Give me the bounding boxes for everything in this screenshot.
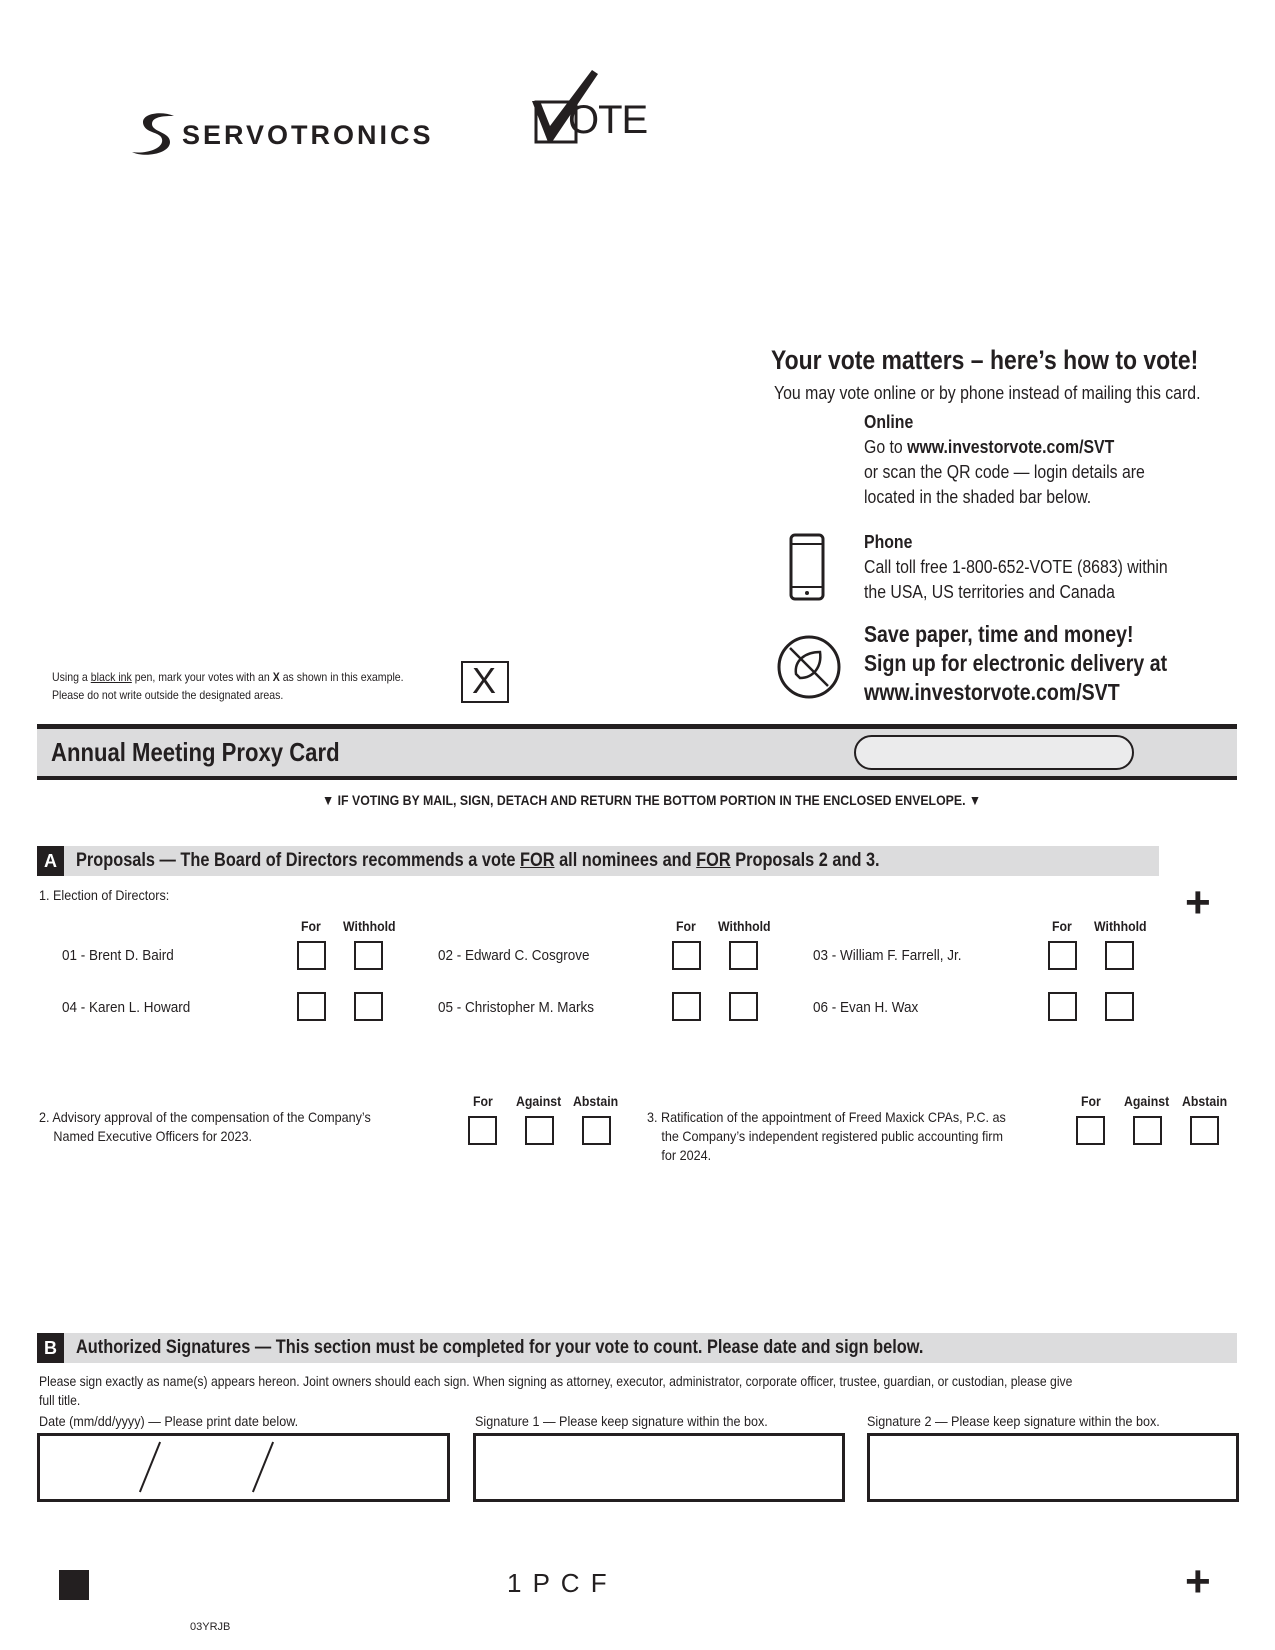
nominee-04: 04 - Karen L. Howard bbox=[62, 999, 191, 1016]
registration-plus-bottom: + bbox=[1185, 1557, 1211, 1606]
phone-number-text: Call toll free 1-800-652-VOTE (8683) within bbox=[864, 557, 1168, 577]
signature-instructions-line1: Please sign exactly as name(s) appears hereon. Joint owners should each sign. When signing as attorney, executor, administrator, corporate officer, trustee, guardian, or custodian, please give bbox=[39, 1373, 1073, 1389]
signup-text: Sign up for electronic delivery at bbox=[864, 650, 1168, 676]
online-instructions bbox=[864, 410, 1145, 510]
online-login-text: located in the shaded bar below. bbox=[864, 487, 1092, 507]
online-heading: Online bbox=[864, 412, 914, 432]
col-for-3: For bbox=[1052, 918, 1072, 934]
small-form-code: 03YRJB bbox=[190, 1621, 231, 1633]
ink-text-line2: Please do not write outside the designated areas. bbox=[52, 688, 284, 702]
online-goto-text: Go to bbox=[864, 437, 908, 457]
signature-1-label: Signature 1 — Please keep signature within the box. bbox=[475, 1413, 768, 1429]
login-details-field bbox=[854, 735, 1134, 770]
registration-square bbox=[59, 1570, 89, 1600]
how-to-vote-subtitle: You may vote online or by phone instead of mailing this card. bbox=[774, 383, 1201, 403]
proposal-2-line1: 2. Advisory approval of the compensation of the Company’s bbox=[39, 1109, 371, 1125]
nominee-01: 01 - Brent D. Baird bbox=[62, 947, 174, 964]
nominee-01-withhold-checkbox[interactable] bbox=[354, 941, 383, 970]
proposal-3-text bbox=[647, 1108, 1006, 1165]
proposal-2-abstain-checkbox[interactable] bbox=[582, 1116, 611, 1145]
ink-text-c: pen, mark your votes with an bbox=[131, 670, 273, 684]
col-withhold-3: Withhold bbox=[1094, 918, 1147, 934]
signature-2-box[interactable] bbox=[867, 1433, 1239, 1502]
divider-bottom bbox=[37, 776, 1237, 780]
ink-text-a: Using a bbox=[52, 670, 91, 684]
nominee-05-for-checkbox[interactable] bbox=[672, 992, 701, 1021]
proposal-2-text bbox=[39, 1108, 371, 1146]
vote-logo-text: OTE bbox=[568, 98, 648, 142]
p2-col-abstain: Abstain bbox=[573, 1093, 619, 1109]
proposal-3-line3: for 2024. bbox=[661, 1147, 712, 1163]
section-a-title-a: Proposals — The Board of Directors recommends a vote bbox=[76, 850, 521, 871]
proposal-3-abstain-checkbox[interactable] bbox=[1190, 1116, 1219, 1145]
p2-col-for: For bbox=[473, 1093, 493, 1109]
proposal-2-line2: Named Executive Officers for 2023. bbox=[53, 1128, 253, 1144]
proposal-3-against-checkbox[interactable] bbox=[1133, 1116, 1162, 1145]
proposal-2-for-checkbox[interactable] bbox=[468, 1116, 497, 1145]
nominee-03-withhold-checkbox[interactable] bbox=[1105, 941, 1134, 970]
proposal-2-against-checkbox[interactable] bbox=[525, 1116, 554, 1145]
company-name: SERVOTRONICS bbox=[182, 120, 434, 150]
section-b-letter: B bbox=[37, 1333, 64, 1363]
section-a-title-for2: FOR bbox=[696, 850, 731, 871]
nominee-05-withhold-checkbox[interactable] bbox=[729, 992, 758, 1021]
col-for-2: For bbox=[676, 918, 696, 934]
p3-col-abstain: Abstain bbox=[1182, 1093, 1228, 1109]
ink-instructions bbox=[52, 668, 404, 704]
ink-text-x: X bbox=[272, 670, 280, 684]
signature-2-label: Signature 2 — Please keep signature within the box. bbox=[867, 1413, 1160, 1429]
section-a-letter: A bbox=[37, 846, 64, 876]
leaf-icon bbox=[776, 634, 842, 700]
registration-plus-top: + bbox=[1185, 878, 1211, 927]
section-a-title-b: all nominees and bbox=[554, 850, 697, 871]
phone-region-text: the USA, US territories and Canada bbox=[864, 582, 1115, 602]
section-b-title: Authorized Signatures — This section must be completed for your vote to count. Please date and sign below. bbox=[76, 1337, 924, 1358]
date-input-box[interactable] bbox=[37, 1433, 450, 1502]
nominee-06: 06 - Evan H. Wax bbox=[813, 999, 919, 1016]
phone-heading: Phone bbox=[864, 532, 913, 552]
proposal-3-for-checkbox[interactable] bbox=[1076, 1116, 1105, 1145]
example-mark-box bbox=[461, 661, 509, 703]
form-code: 1 P C F bbox=[507, 1568, 609, 1598]
phone-instructions bbox=[864, 530, 1168, 605]
p3-col-against: Against bbox=[1124, 1093, 1170, 1109]
date-separator-2 bbox=[252, 1442, 274, 1493]
electronic-delivery-promo bbox=[864, 620, 1167, 707]
online-qr-text: or scan the QR code — login details are bbox=[864, 462, 1145, 482]
how-to-vote-title: Your vote matters – here’s how to vote! bbox=[771, 345, 1199, 375]
ink-text-black-ink: black ink bbox=[90, 670, 132, 684]
nominee-02: 02 - Edward C. Cosgrove bbox=[438, 947, 590, 964]
p2-col-against: Against bbox=[516, 1093, 562, 1109]
nominee-06-for-checkbox[interactable] bbox=[1048, 992, 1077, 1021]
phone-icon bbox=[789, 533, 825, 601]
signature-instructions-line2: full title. bbox=[39, 1392, 81, 1408]
section-a-title-for1: FOR bbox=[520, 850, 555, 871]
signup-url-link[interactable]: www.investorvote.com/SVT bbox=[864, 679, 1120, 705]
election-label: 1. Election of Directors: bbox=[39, 887, 170, 903]
nominee-04-for-checkbox[interactable] bbox=[297, 992, 326, 1021]
section-a-title bbox=[76, 850, 880, 872]
servotronics-swoosh-icon bbox=[130, 108, 182, 160]
p3-col-for: For bbox=[1081, 1093, 1101, 1109]
proposal-3-line1: 3. Ratification of the appointment of Freed Maxick CPAs, P.C. as bbox=[647, 1109, 1006, 1125]
nominee-04-withhold-checkbox[interactable] bbox=[354, 992, 383, 1021]
proposal-3-line2: the Company’s independent registered public accounting firm bbox=[661, 1128, 1003, 1144]
nominee-03-for-checkbox[interactable] bbox=[1048, 941, 1077, 970]
nominee-06-withhold-checkbox[interactable] bbox=[1105, 992, 1134, 1021]
date-separator-1 bbox=[139, 1442, 161, 1493]
vote-logo bbox=[530, 68, 660, 148]
mail-instructions: ▼ IF VOTING BY MAIL, SIGN, DETACH AND RETURN THE BOTTOM PORTION IN THE ENCLOSED ENVELOPE. ▼ bbox=[322, 792, 982, 808]
nominee-02-withhold-checkbox[interactable] bbox=[729, 941, 758, 970]
ink-text-e: as shown in this example. bbox=[279, 670, 404, 684]
date-label: Date (mm/dd/yyyy) — Please print date below. bbox=[39, 1413, 299, 1429]
col-withhold-2: Withhold bbox=[718, 918, 771, 934]
example-mark: X bbox=[472, 660, 497, 701]
save-paper-text: Save paper, time and money! bbox=[864, 621, 1134, 647]
nominee-01-for-checkbox[interactable] bbox=[297, 941, 326, 970]
servotronics-logo bbox=[130, 108, 510, 160]
nominee-03: 03 - William F. Farrell, Jr. bbox=[813, 947, 962, 964]
section-a-title-c: Proposals 2 and 3. bbox=[730, 850, 880, 871]
col-withhold-1: Withhold bbox=[343, 918, 396, 934]
nominee-05: 05 - Christopher M. Marks bbox=[438, 999, 595, 1016]
proxy-card-title: Annual Meeting Proxy Card bbox=[51, 737, 340, 767]
online-url-link[interactable]: www.investorvote.com/SVT bbox=[907, 437, 1115, 457]
signature-1-box[interactable] bbox=[473, 1433, 845, 1502]
nominee-02-for-checkbox[interactable] bbox=[672, 941, 701, 970]
col-for-1: For bbox=[301, 918, 321, 934]
signature-instructions bbox=[39, 1372, 1072, 1410]
